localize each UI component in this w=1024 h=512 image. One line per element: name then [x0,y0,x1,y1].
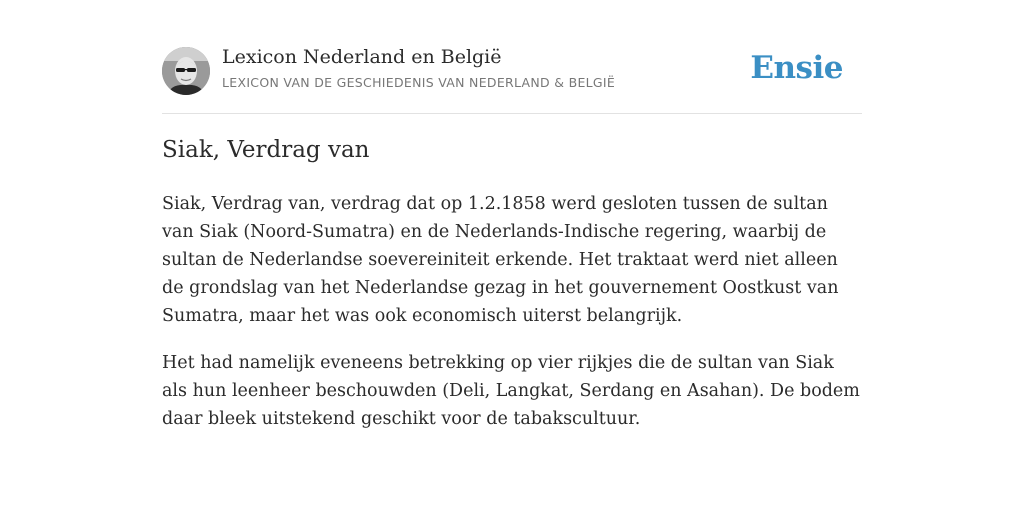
source-subtitle: LEXICON VAN DE GESCHIEDENIS VAN NEDERLAND & BELGIË [222,75,616,90]
entry-title: Siak, Verdrag van [162,137,370,163]
source-title-link[interactable]: Lexicon Nederland en België [222,46,502,68]
entry-paragraph: Het had namelijk eveneens betrekking op vier rijkjes die de sultan van Siak als hun leenheer beschouwden (Deli, Langkat, Serdang en Asahan). De bodem daar bleek uitstekend geschikt voor de tabakscultuur. [162,353,860,429]
brand-logo-link[interactable]: Ensie [750,50,843,86]
entry-paragraph: Siak, Verdrag van, verdrag dat op 1.2.1858 werd gesloten tussen de sultan van Siak (Noord-Sumatra) en de Nederlands-Indische regering, waarbij de sultan de Nederlandse soevereiniteit erkende. Het traktaat werd niet alleen de grondslag van het Nederlandse gezag in het gouvernement Oostkust van Sumatra, maar het was ook economisch uiterst belangrijk. [162,194,839,326]
avatar-portrait-icon [162,47,210,95]
source-header [162,45,862,114]
author-avatar[interactable] [162,47,210,95]
entry-body [162,190,862,452]
